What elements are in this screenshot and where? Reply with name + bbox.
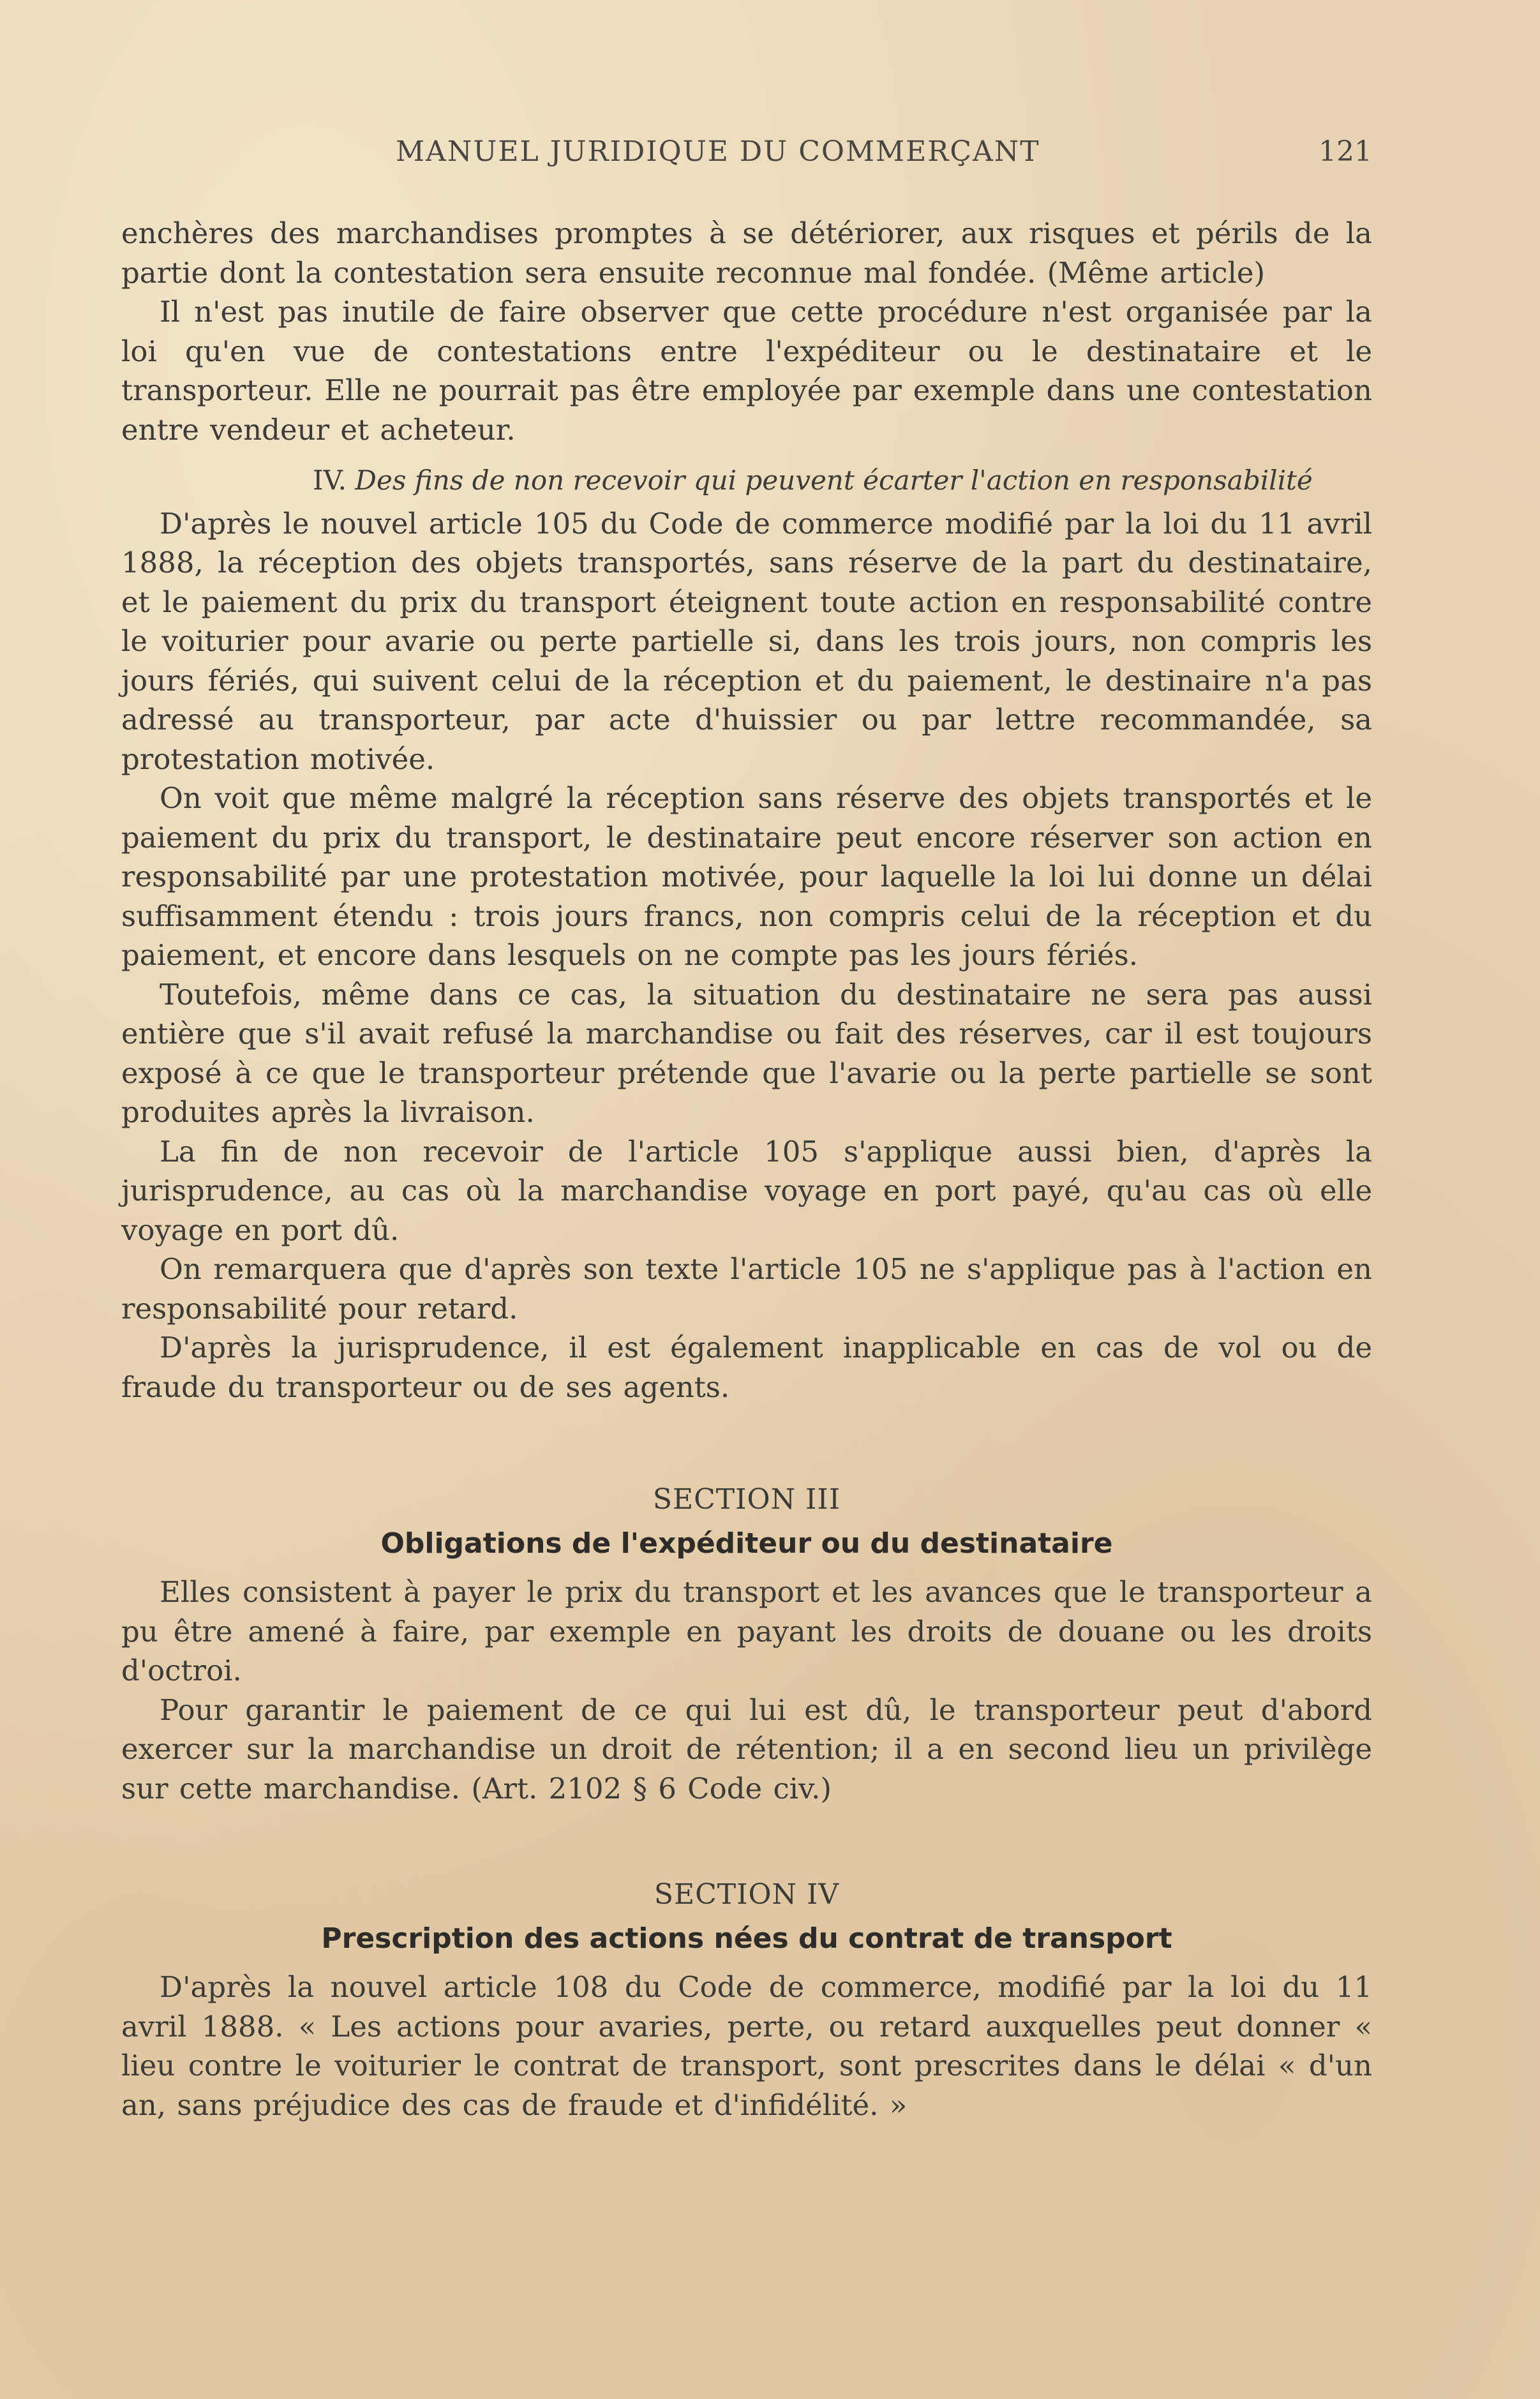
paragraph: D'après la jurisprudence, il est également inapplicable en cas de vol ou de fraude du transporteur ou de ses agents. bbox=[121, 1331, 1372, 1404]
subsection-heading bbox=[121, 461, 1372, 500]
paragraph: enchères des marchandises promptes à se détériorer, aux risques et périls de la partie dont la contestation sera ensuite reconnue mal fondée. (Même article) bbox=[121, 216, 1372, 290]
running-title: MANUEL JURIDIQUE DU COMMERÇANT bbox=[396, 135, 1040, 168]
section-title: Prescription des actions nées du contrat de transport bbox=[321, 1922, 1172, 1955]
running-header bbox=[115, 135, 1372, 180]
subsection-numeral: IV. bbox=[313, 465, 347, 496]
body-text bbox=[121, 214, 1372, 2125]
section-title: Obligations de l'expéditeur ou du destinataire bbox=[380, 1527, 1113, 1560]
paragraph: Elles consistent à payer le prix du transport et les avances que le transporteur a pu être amené à faire, par exemple en payant les droits de douane ou les droits d'octroi. bbox=[121, 1575, 1372, 1687]
paragraph: D'après la nouvel article 108 du Code de commerce, modifié par la loi du 11 avril 1888. « Les actions pour avaries, perte, ou retard auxquelles peut donner « lieu contre le voiturier le contrat de transport, sont prescrites dans le délai « d'un an, sans préjudice des cas de fraude et d'infidélité. » bbox=[121, 1970, 1372, 2122]
page-number: 121 bbox=[1319, 135, 1372, 168]
paragraph: Pour garantir le paiement de ce qui lui est dû, le transporteur peut d'abord exercer sur la marchandise un droit de rétention; il a en second lieu un privilège sur cette marchandise. (Art. 2102 § 6 Code civ.) bbox=[121, 1693, 1372, 1805]
section-iv bbox=[121, 1878, 1372, 2125]
section-iii bbox=[121, 1483, 1372, 1808]
paragraph: On voit que même malgré la réception sans réserve des objets transportés et le paiement du prix du transport, le destinataire peut encore réserver son action en responsabilité par une protestation motivée, pour laquelle la loi lui donne un délai suffisamment étendu : trois jours francs, non compris celui de la réception et du paiement, et encore dans lesquels on ne compte pas les jours fériés. bbox=[121, 781, 1372, 972]
paragraph: La fin de non recevoir de l'article 105 s'applique aussi bien, d'après la jurisprudence, au cas où la marchandise voyage en port payé, qu'au cas où elle voyage en port dû. bbox=[121, 1134, 1372, 1247]
paragraph: Il n'est pas inutile de faire observer que cette procédure n'est organisée par la loi qu'en vue de contestations entre l'expéditeur ou le destinataire et le transporteur. Elle ne pourrait pas être employée par exemple dans une contestation entre vendeur et acheteur. bbox=[121, 295, 1372, 447]
paragraph: On remarquera que d'après son texte l'article 105 ne s'applique pas à l'action en responsabilité pour retard. bbox=[121, 1252, 1372, 1326]
section-label: SECTION IV bbox=[654, 1878, 840, 1911]
section-label: SECTION III bbox=[652, 1483, 841, 1516]
subsection-title: Des fins de non recevoir qui peuvent écarter l'action en responsabilité bbox=[355, 465, 1313, 496]
paragraph: D'après le nouvel article 105 du Code de commerce modifié par la loi du 11 avril 1888, la réception des objets transportés, sans réserve de la part du destinataire, et le paiement du prix du transport éteignent toute action en responsabilité contre le voiturier pour avarie ou perte partielle si, dans les trois jours, non compris les jours fériés, qui suivent celui de la réception et du paiement, le destinaire n'a pas adressé au transporteur, par acte d'huissier ou par lettre recommandée, sa protestation motivée. bbox=[121, 506, 1372, 776]
paragraph: Toutefois, même dans ce cas, la situation du destinataire ne sera pas aussi entière que s'il avait refusé la marchandise ou fait des réserves, car il est toujours exposé à ce que le transporteur prétende que l'avarie ou la perte partielle se sont produites après la livraison. bbox=[121, 977, 1372, 1129]
